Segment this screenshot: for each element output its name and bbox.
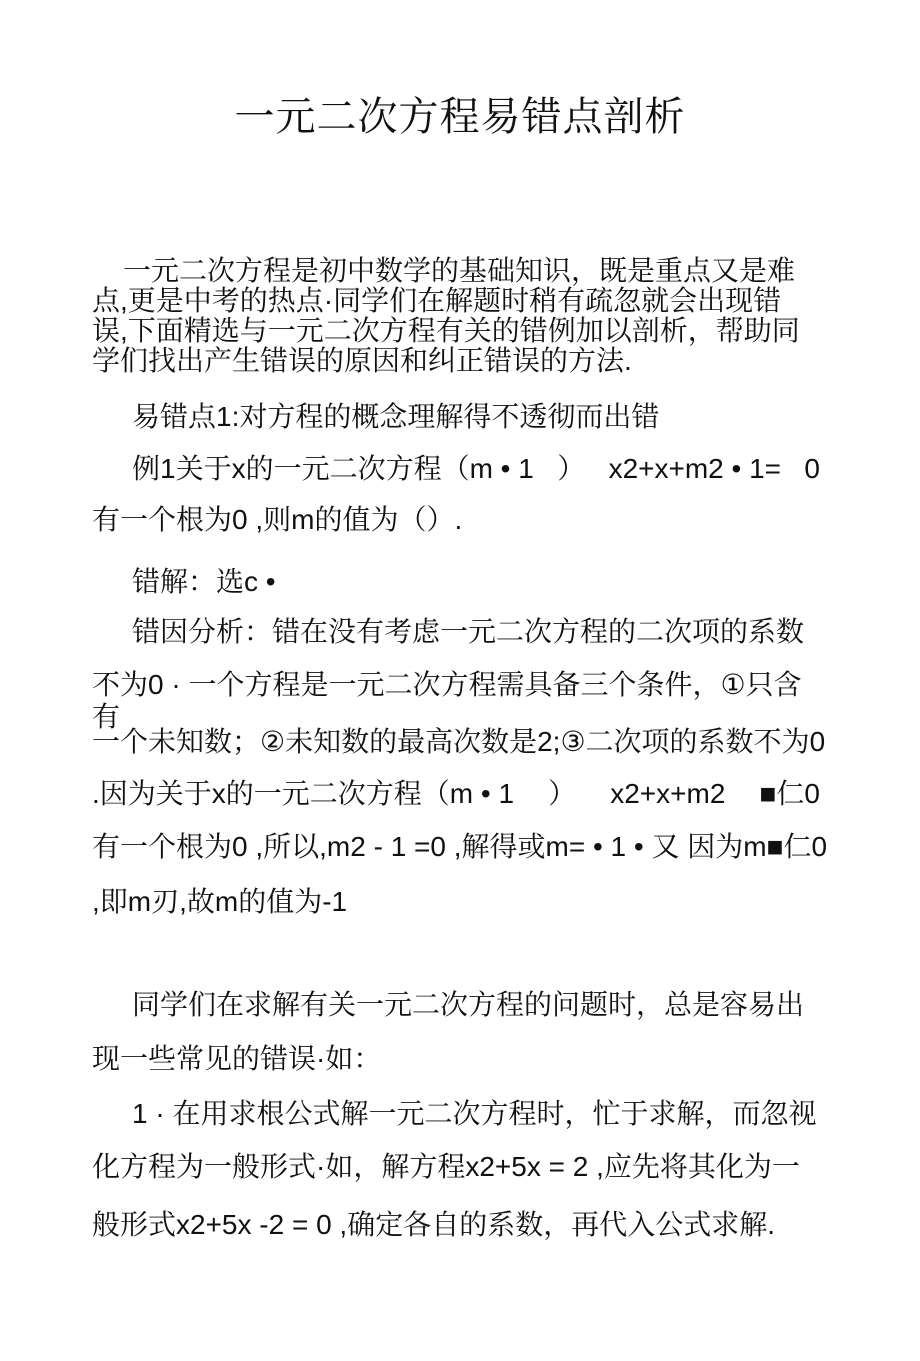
mistake-item-1-line-3: 般形式x2+5x -2 = 0 ,确定各自的系数，再代入公式求解. [92,1209,775,1240]
mistakes-intro-line-2: 现一些常见的错误·如： [92,1043,382,1074]
intro-line-4: 学们找出产生错误的原因和纠正错误的方法. [92,345,632,376]
equation-segment-left: 例1关于x的一元二次方程（m • 1 [132,453,534,484]
analysis-line-5-square-term: ■仁0 [766,831,828,862]
analysis-line-4-paren: ） [548,778,577,809]
equation-segment-paren: ） [557,453,586,484]
document-title: 一元二次方程易错点剖析 [234,95,686,139]
analysis-line-4-square-term: ■仁0 [759,778,820,809]
wrong-answer-line: 错解：选c • [132,566,276,597]
analysis-line-5-text: 有一个根为0 ,所以,m2 - 1 =0 ,解得或m= • 1 • 又 因为m [92,831,767,862]
mistake-item-1-line-1: 1 · 在用求根公式解一元二次方程时，忙于求解，而忽视 [132,1098,817,1129]
intro-line-1: 一元二次方程是初中数学的基础知识，既是重点又是难 [123,255,796,286]
equation-segment-zero: 0 [804,453,820,484]
intro-line-2: 点,更是中考的热点·同学们在解题时稍有疏忽就会出现错 [92,285,782,316]
analysis-line-3-right: 为0 [781,726,826,757]
example-question-line: 有一个根为0 ,则m的值为（）. [92,504,463,535]
analysis-line-4 [92,778,820,810]
intro-line-3: 误,下面精选与一元二次方程有关的错例加以剖析，帮助同 [92,315,800,346]
analysis-line-5 [92,831,828,863]
analysis-line-1: 错因分析：错在没有考虑一元二次方程的二次项的系数 [132,616,805,647]
equation-segment-formula: x2+x+m2 • 1= [608,453,782,484]
mistake-item-1-line-2: 化方程为一般形式·如，解方程x2+5x = 2 ,应先将其化为一 [92,1151,800,1182]
analysis-line-6: ,即m刃,故m的值为-1 [92,886,348,917]
analysis-line-3 [92,726,826,758]
mistakes-intro-line-1: 同学们在求解有关一元二次方程的问题时，总是容易出 [132,989,805,1020]
analysis-line-3-left: 一个未知数；②未知数的最高次数是2;③二次项的系数不 [92,726,782,757]
analysis-line-2: 不为0 · 一个方程是一元二次方程需具备三个条件，①只含有 [92,669,802,732]
analysis-line-4-formula: x2+x+m2 [610,778,726,809]
example-equation-line [92,453,820,485]
error-point-heading: 易错点1:对方程的概念理解得不透彻而出错 [132,401,660,432]
analysis-line-4-text: .因为关于x的一元二次方程（m • 1 [92,778,515,809]
